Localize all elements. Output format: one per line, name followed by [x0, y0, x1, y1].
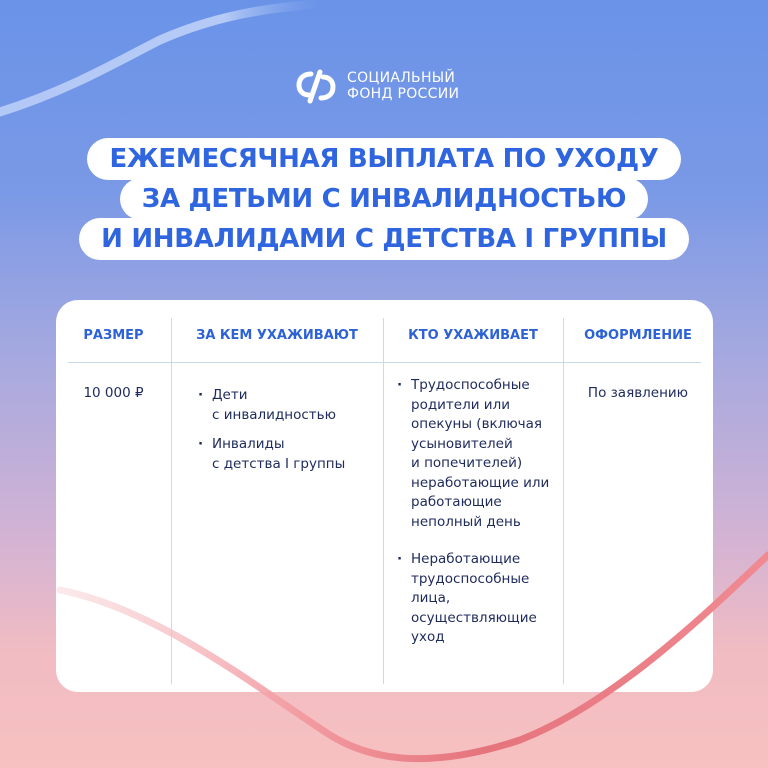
title-line-2: ЗА ДЕТЬМИ С ИНВАЛИДНОСТЬЮ	[120, 178, 648, 220]
title-line-1: ЕЖЕМЕСЯЧНАЯ ВЫПЛАТА ПО УХОДУ	[87, 138, 680, 180]
column-divider	[383, 318, 384, 684]
cell-amount: 10 000 ₽	[83, 385, 144, 401]
list-item: · Неработающие трудоспособные лица, осуществляющие уход	[397, 550, 549, 648]
brand-name-line1: СОЦИАЛЬНЫЙ	[347, 70, 456, 86]
header-cared-for: ЗА КЕМ УХАЖИВАЮТ	[196, 328, 358, 343]
page-title	[0, 140, 768, 260]
list-item: · Инвалиды с детства I группы	[198, 435, 345, 474]
cell-cared-for	[198, 386, 345, 484]
info-table-card	[56, 300, 713, 692]
brand-logo	[295, 68, 459, 104]
header-amount: РАЗМЕР	[83, 328, 144, 343]
brand-name-line2: ФОНД РОССИИ	[347, 86, 460, 102]
list-item: · Трудоспособные родители или опекуны (включая усыновителей и попечителей) неработающие или работающие неполный день	[397, 376, 549, 532]
column-divider	[171, 318, 172, 684]
header-divider	[68, 362, 701, 363]
cell-caregivers	[397, 376, 549, 658]
header-registration: ОФОРМЛЕНИЕ	[584, 328, 692, 343]
header-caregivers: КТО УХАЖИВАЕТ	[408, 328, 538, 343]
sfr-logo-icon	[295, 68, 337, 104]
title-line-3: И ИНВАЛИДАМИ С ДЕТСТВА I ГРУППЫ	[79, 218, 689, 260]
list-item: · Дети с инвалидностью	[198, 386, 345, 425]
cell-registration: По заявлению	[587, 385, 689, 401]
brand-name	[347, 70, 459, 102]
column-divider	[563, 318, 564, 684]
table-grid	[56, 300, 713, 692]
